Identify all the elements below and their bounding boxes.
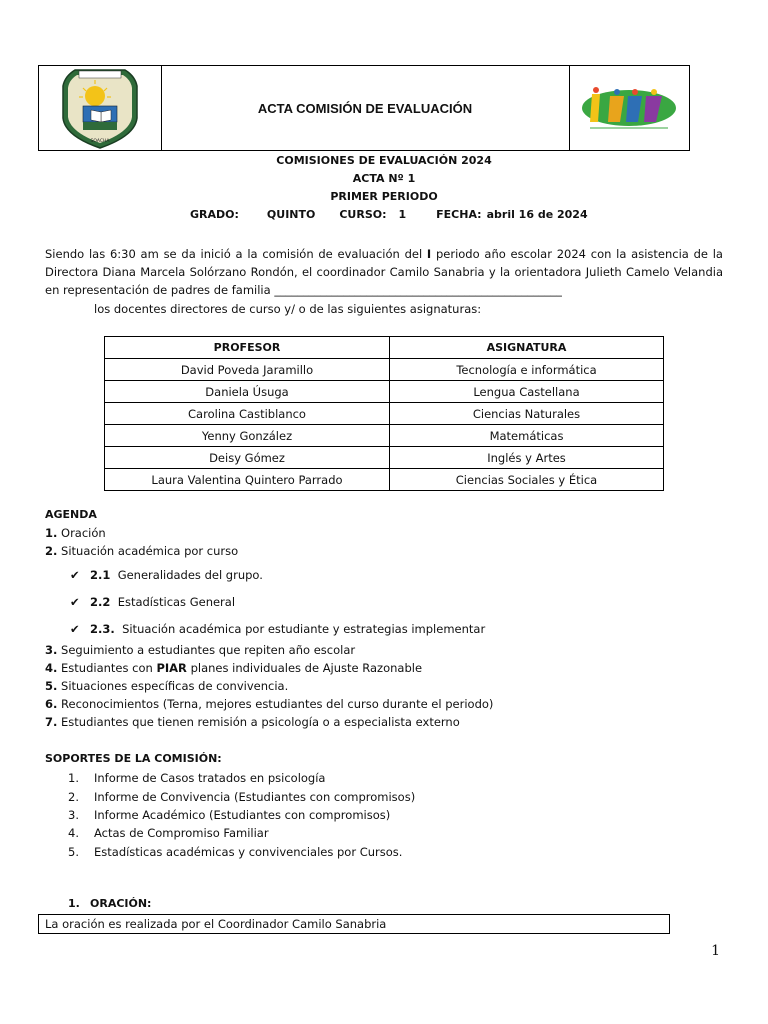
soporte-item xyxy=(68,790,415,804)
table-cell-profesor: David Poveda Jaramillo xyxy=(105,359,390,381)
checkmark-icon: ✔ xyxy=(70,568,80,582)
agenda-item-number: 2. xyxy=(45,544,58,558)
agenda-item-text: Oración xyxy=(57,526,106,540)
agenda-subitem-text: Situación académica por estudiante y estrategias implementar xyxy=(122,622,486,636)
heading-acta-number: ACTA Nº 1 xyxy=(352,172,416,185)
intro-text-1: Siendo las 6:30 am se da inició a la comisión de evaluación del xyxy=(45,247,427,261)
agenda-subitem-text: Generalidades del grupo. xyxy=(117,568,263,582)
agenda-item-text: Situaciones específicas de convivencia. xyxy=(57,679,289,693)
agenda-item xyxy=(45,643,355,657)
table-header-asignatura: ASIGNATURA xyxy=(390,337,664,359)
agenda-subitem-number: 2.1 xyxy=(90,568,111,582)
oracion-number: 1. xyxy=(68,897,80,910)
intro-period-numeral: I xyxy=(426,247,432,261)
checkmark-icon: ✔ xyxy=(70,595,80,609)
grado-label: GRADO: xyxy=(190,208,239,221)
table-cell-asignatura: Inglés y Artes xyxy=(390,447,664,469)
svg-text:SOACHA: SOACHA xyxy=(90,139,110,144)
fecha-value: abril 16 de 2024 xyxy=(486,208,588,221)
grado-row xyxy=(190,208,588,221)
agenda-subitem xyxy=(70,568,263,582)
intro-blank-line: __________________________________________________ xyxy=(274,283,562,297)
oracion-section-title xyxy=(68,897,151,910)
soporte-item-number: 2. xyxy=(68,790,79,804)
table-cell-asignatura: Lengua Castellana xyxy=(390,381,664,403)
table-cell-asignatura: Ciencias Sociales y Ética xyxy=(390,469,664,491)
soporte-item xyxy=(68,845,402,859)
soporte-item-number: 1. xyxy=(68,771,79,785)
agenda-subitem xyxy=(70,595,235,609)
table-row xyxy=(105,359,664,381)
document-title: ACTA COMISIÓN DE EVALUACIÓN xyxy=(257,100,473,116)
agenda-item-bold: PIAR xyxy=(156,661,187,675)
table-cell-asignatura: Tecnología e informática xyxy=(390,359,664,381)
fecha-label: FECHA: xyxy=(436,208,482,221)
school-shield-logo xyxy=(39,66,162,150)
checkmark-icon: ✔ xyxy=(70,622,80,636)
agenda-item-number: 7. xyxy=(45,715,58,729)
agenda-item xyxy=(45,661,422,675)
professor-subject-table xyxy=(104,336,664,491)
table-cell-profesor: Deisy Gómez xyxy=(105,447,390,469)
curso-label: CURSO: xyxy=(339,208,387,221)
agenda-item-text: Estudiantes con xyxy=(57,661,157,675)
agenda-item-number: 3. xyxy=(45,643,58,657)
page-number: 1 xyxy=(711,943,720,959)
oracion-text-box: La oración es realizada por el Coordinador Camilo Sanabria xyxy=(38,914,670,934)
soporte-item-number: 4. xyxy=(68,826,79,840)
agenda-item-number: 6. xyxy=(45,697,58,711)
table-cell-asignatura: Matemáticas xyxy=(390,425,664,447)
soporte-item-text: Informe de Convivencia (Estudiantes con compromisos) xyxy=(94,790,416,804)
agenda-item-text: Situación académica por curso xyxy=(57,544,239,558)
table-cell-profesor: Yenny González xyxy=(105,425,390,447)
agenda-item-number: 4. xyxy=(45,661,58,675)
heading-comisiones: COMISIONES DE EVALUACIÓN 2024 xyxy=(276,154,492,167)
table-cell-profesor: Daniela Úsuga xyxy=(105,381,390,403)
curso-value: 1 xyxy=(398,208,407,221)
soporte-item xyxy=(68,826,269,840)
soporte-item-text: Informe de Casos tratados en psicología xyxy=(94,771,326,785)
agenda-item xyxy=(45,697,493,711)
agenda-subitem-number: 2.2 xyxy=(90,595,111,609)
lpls-logo xyxy=(569,66,690,150)
intro-second-line: los docentes directores de curso y/ o de las siguientes asignaturas: xyxy=(94,302,482,316)
agenda-item-text: Estudiantes que tienen remisión a psicología o a especialista externo xyxy=(57,715,460,729)
table-cell-profesor: Carolina Castiblanco xyxy=(105,403,390,425)
agenda-item xyxy=(45,544,238,558)
agenda-subitem-number: 2.3. xyxy=(90,622,115,636)
soporte-item-number: 5. xyxy=(68,845,79,859)
table-row xyxy=(105,381,664,403)
table-row xyxy=(105,469,664,491)
intro-text-2: periodo año escolar 2024 con la asistencia de la Directora Diana Marcela Solórzano Rondón, el coordinador Camilo Sanabria y la orientadora Julieth Camelo Velandia en representación de padres de familia xyxy=(45,247,723,297)
soporte-item-text: Actas de Compromiso Familiar xyxy=(94,826,269,840)
agenda-item-text: Seguimiento a estudiantes que repiten año escolar xyxy=(57,643,356,657)
agenda-item-number: 5. xyxy=(45,679,58,693)
oracion-title-text: ORACIÓN: xyxy=(90,897,152,910)
soporte-item-text: Informe Académico (Estudiantes con compromisos) xyxy=(94,808,391,822)
agenda-subitem xyxy=(70,622,485,636)
grado-value: QUINTO xyxy=(266,208,316,221)
agenda-item-text-post: planes individuales de Ajuste Razonable xyxy=(186,661,423,675)
table-cell-profesor: Laura Valentina Quintero Parrado xyxy=(105,469,390,491)
agenda-item xyxy=(45,526,106,540)
header-box xyxy=(38,65,690,151)
agenda-item-number: 1. xyxy=(45,526,58,540)
agenda-title: AGENDA xyxy=(45,508,97,521)
intro-paragraph xyxy=(45,245,723,299)
agenda-item xyxy=(45,679,288,693)
soporte-item-text: Estadísticas académicas y convivenciales por Cursos. xyxy=(94,845,403,859)
table-header-profesor: PROFESOR xyxy=(105,337,390,359)
table-row xyxy=(105,403,664,425)
table-cell-asignatura: Ciencias Naturales xyxy=(390,403,664,425)
soporte-item-number: 3. xyxy=(68,808,79,822)
table-row xyxy=(105,425,664,447)
soporte-item xyxy=(68,771,325,785)
soporte-item xyxy=(68,808,390,822)
agenda-subitem-text: Estadísticas General xyxy=(117,595,236,609)
agenda-item xyxy=(45,715,460,729)
agenda-item-text: Reconocimientos (Terna, mejores estudiantes del curso durante el periodo) xyxy=(57,697,494,711)
table-header-row xyxy=(105,337,664,359)
soportes-title: SOPORTES DE LA COMISIÓN: xyxy=(45,752,222,765)
table-row xyxy=(105,447,664,469)
heading-periodo: PRIMER PERIODO xyxy=(330,190,438,203)
